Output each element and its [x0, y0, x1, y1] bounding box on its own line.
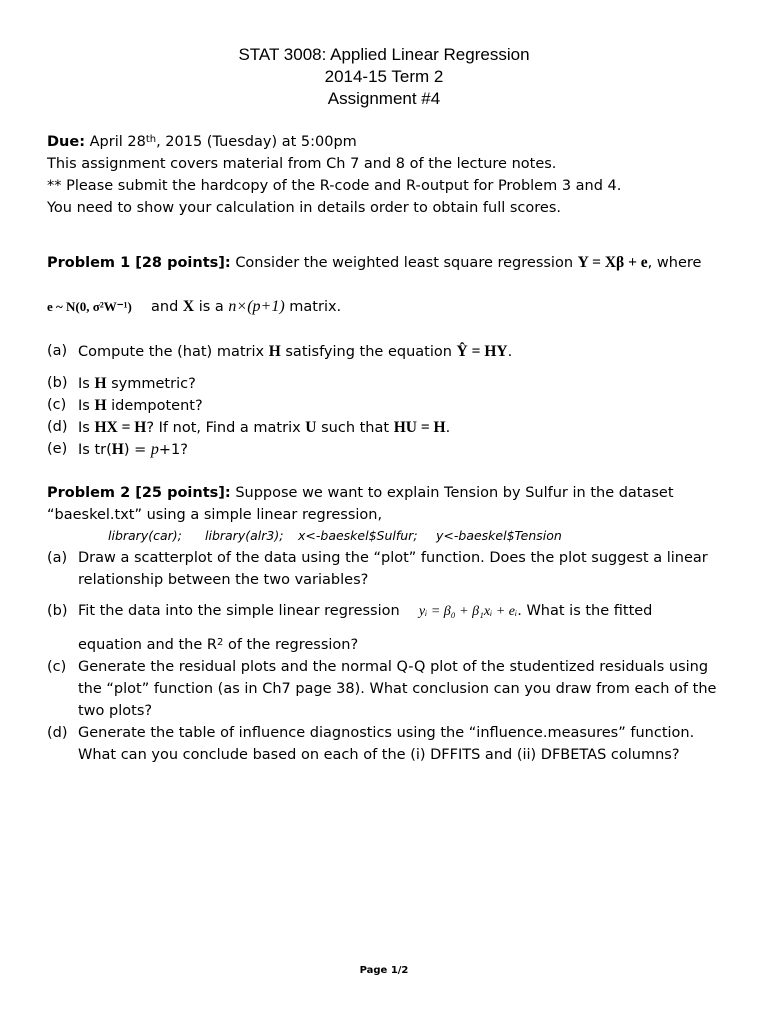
- p1-part-d: Is HX = H? If not, Find a matrix U such that HU = H.: [78, 419, 451, 436]
- p1-part-a-label: (a): [47, 343, 68, 359]
- p2-part-a-label: (a): [47, 550, 68, 566]
- regression-equation: yᵢ = β₀ + β₁xᵢ + eᵢ: [418, 604, 518, 619]
- p1-part-e-label: (e): [47, 441, 68, 457]
- p1-part-b: Is H symmetric?: [78, 375, 196, 392]
- code-library-car: library(car);: [108, 528, 182, 543]
- problem2-heading: Problem 2 [25 points]:: [47, 485, 231, 501]
- p2-part-b-line1: Fit the data into the simple linear regression yᵢ = β₀ + β₁xᵢ + eᵢ. What is the fitted: [78, 603, 653, 619]
- problem2-intro-line2: “baeskel.txt” using a simple linear regression,: [47, 507, 383, 523]
- code-library-alr3: library(alr3);: [205, 528, 284, 543]
- term-title: 2014-15 Term 2: [324, 67, 444, 86]
- problem2-intro: Problem 2 [25 points]: Suppose we want to explain Tension by Sulfur in the dataset: [47, 485, 674, 501]
- p2-part-d-line2: What can you conclude based on each of the (i) DFFITS and (ii) DFBETAS columns?: [78, 747, 680, 763]
- p1-part-c: Is H idempotent?: [78, 397, 203, 414]
- matrix-dims: n×(p+1): [228, 298, 285, 315]
- p2-part-c-label: (c): [47, 659, 67, 675]
- course-title: STAT 3008: Applied Linear Regression: [238, 45, 530, 64]
- p2-part-c-line3: two plots?: [78, 703, 153, 719]
- p1-part-e: Is tr(H) = p+1?: [78, 441, 188, 458]
- code-x-assign: x<-baeskel$Sulfur;: [298, 528, 418, 543]
- problem1-model-equation: Y = Xβ + e: [577, 254, 648, 271]
- assignment-title: Assignment #4: [327, 89, 441, 108]
- p2-part-a-line1: Draw a scatterplot of the data using the “plot” function. Does the plot suggest a linear: [78, 550, 708, 566]
- code-y-assign: y<-baeskel$Tension: [436, 528, 562, 543]
- p1-part-d-label: (d): [47, 419, 68, 435]
- error-distribution: e ~ N(0, σ²W⁻¹): [47, 299, 132, 314]
- p2-part-d-line1: Generate the table of influence diagnostics using the “influence.measures” function.: [78, 725, 695, 741]
- p2-part-c-line1: Generate the residual plots and the normal Q-Q plot of the studentized residuals using: [78, 659, 709, 675]
- p1-part-a: Compute the (hat) matrix H satisfying the equation Ŷ = HY.: [78, 343, 513, 360]
- due-date: April 28th, 2015 (Tuesday) at 5:00pm: [89, 134, 357, 150]
- p2-part-d-label: (d): [47, 725, 68, 741]
- p2-part-c-line2: the “plot” function (as in Ch7 page 38). What conclusion can you draw from each of the: [78, 681, 717, 697]
- p2-part-a-line2: relationship between the two variables?: [78, 572, 369, 588]
- intro-line-calculation: You need to show your calculation in details order to obtain full scores.: [47, 200, 561, 216]
- problem1-error-dist-line: e ~ N(0, σ²W⁻¹) and X is a n×(p+1) matrix.: [47, 298, 342, 315]
- p2-part-b-label: (b): [47, 603, 68, 619]
- due-line: [47, 132, 357, 153]
- intro-line-coverage: This assignment covers material from Ch 7 and 8 of the lecture notes.: [47, 156, 557, 172]
- hat-equation: Ŷ = HY: [456, 343, 508, 360]
- p1-part-c-label: (c): [47, 397, 67, 413]
- p1-part-b-label: (b): [47, 375, 68, 391]
- p2-part-b-line2: equation and the $R^2$ of the regression?: [78, 637, 359, 653]
- problem1-heading: Problem 1 [28 points]:: [47, 255, 231, 271]
- problem1-intro: Problem 1 [28 points]: Consider the weighted least square regression Y = Xβ + e, where: [47, 254, 702, 271]
- page-number: Page 1/2: [359, 965, 409, 976]
- intro-line-submit: ** Please submit the hardcopy of the R-code and R-output for Problem 3 and 4.: [47, 178, 622, 194]
- due-label: Due:: [47, 134, 85, 150]
